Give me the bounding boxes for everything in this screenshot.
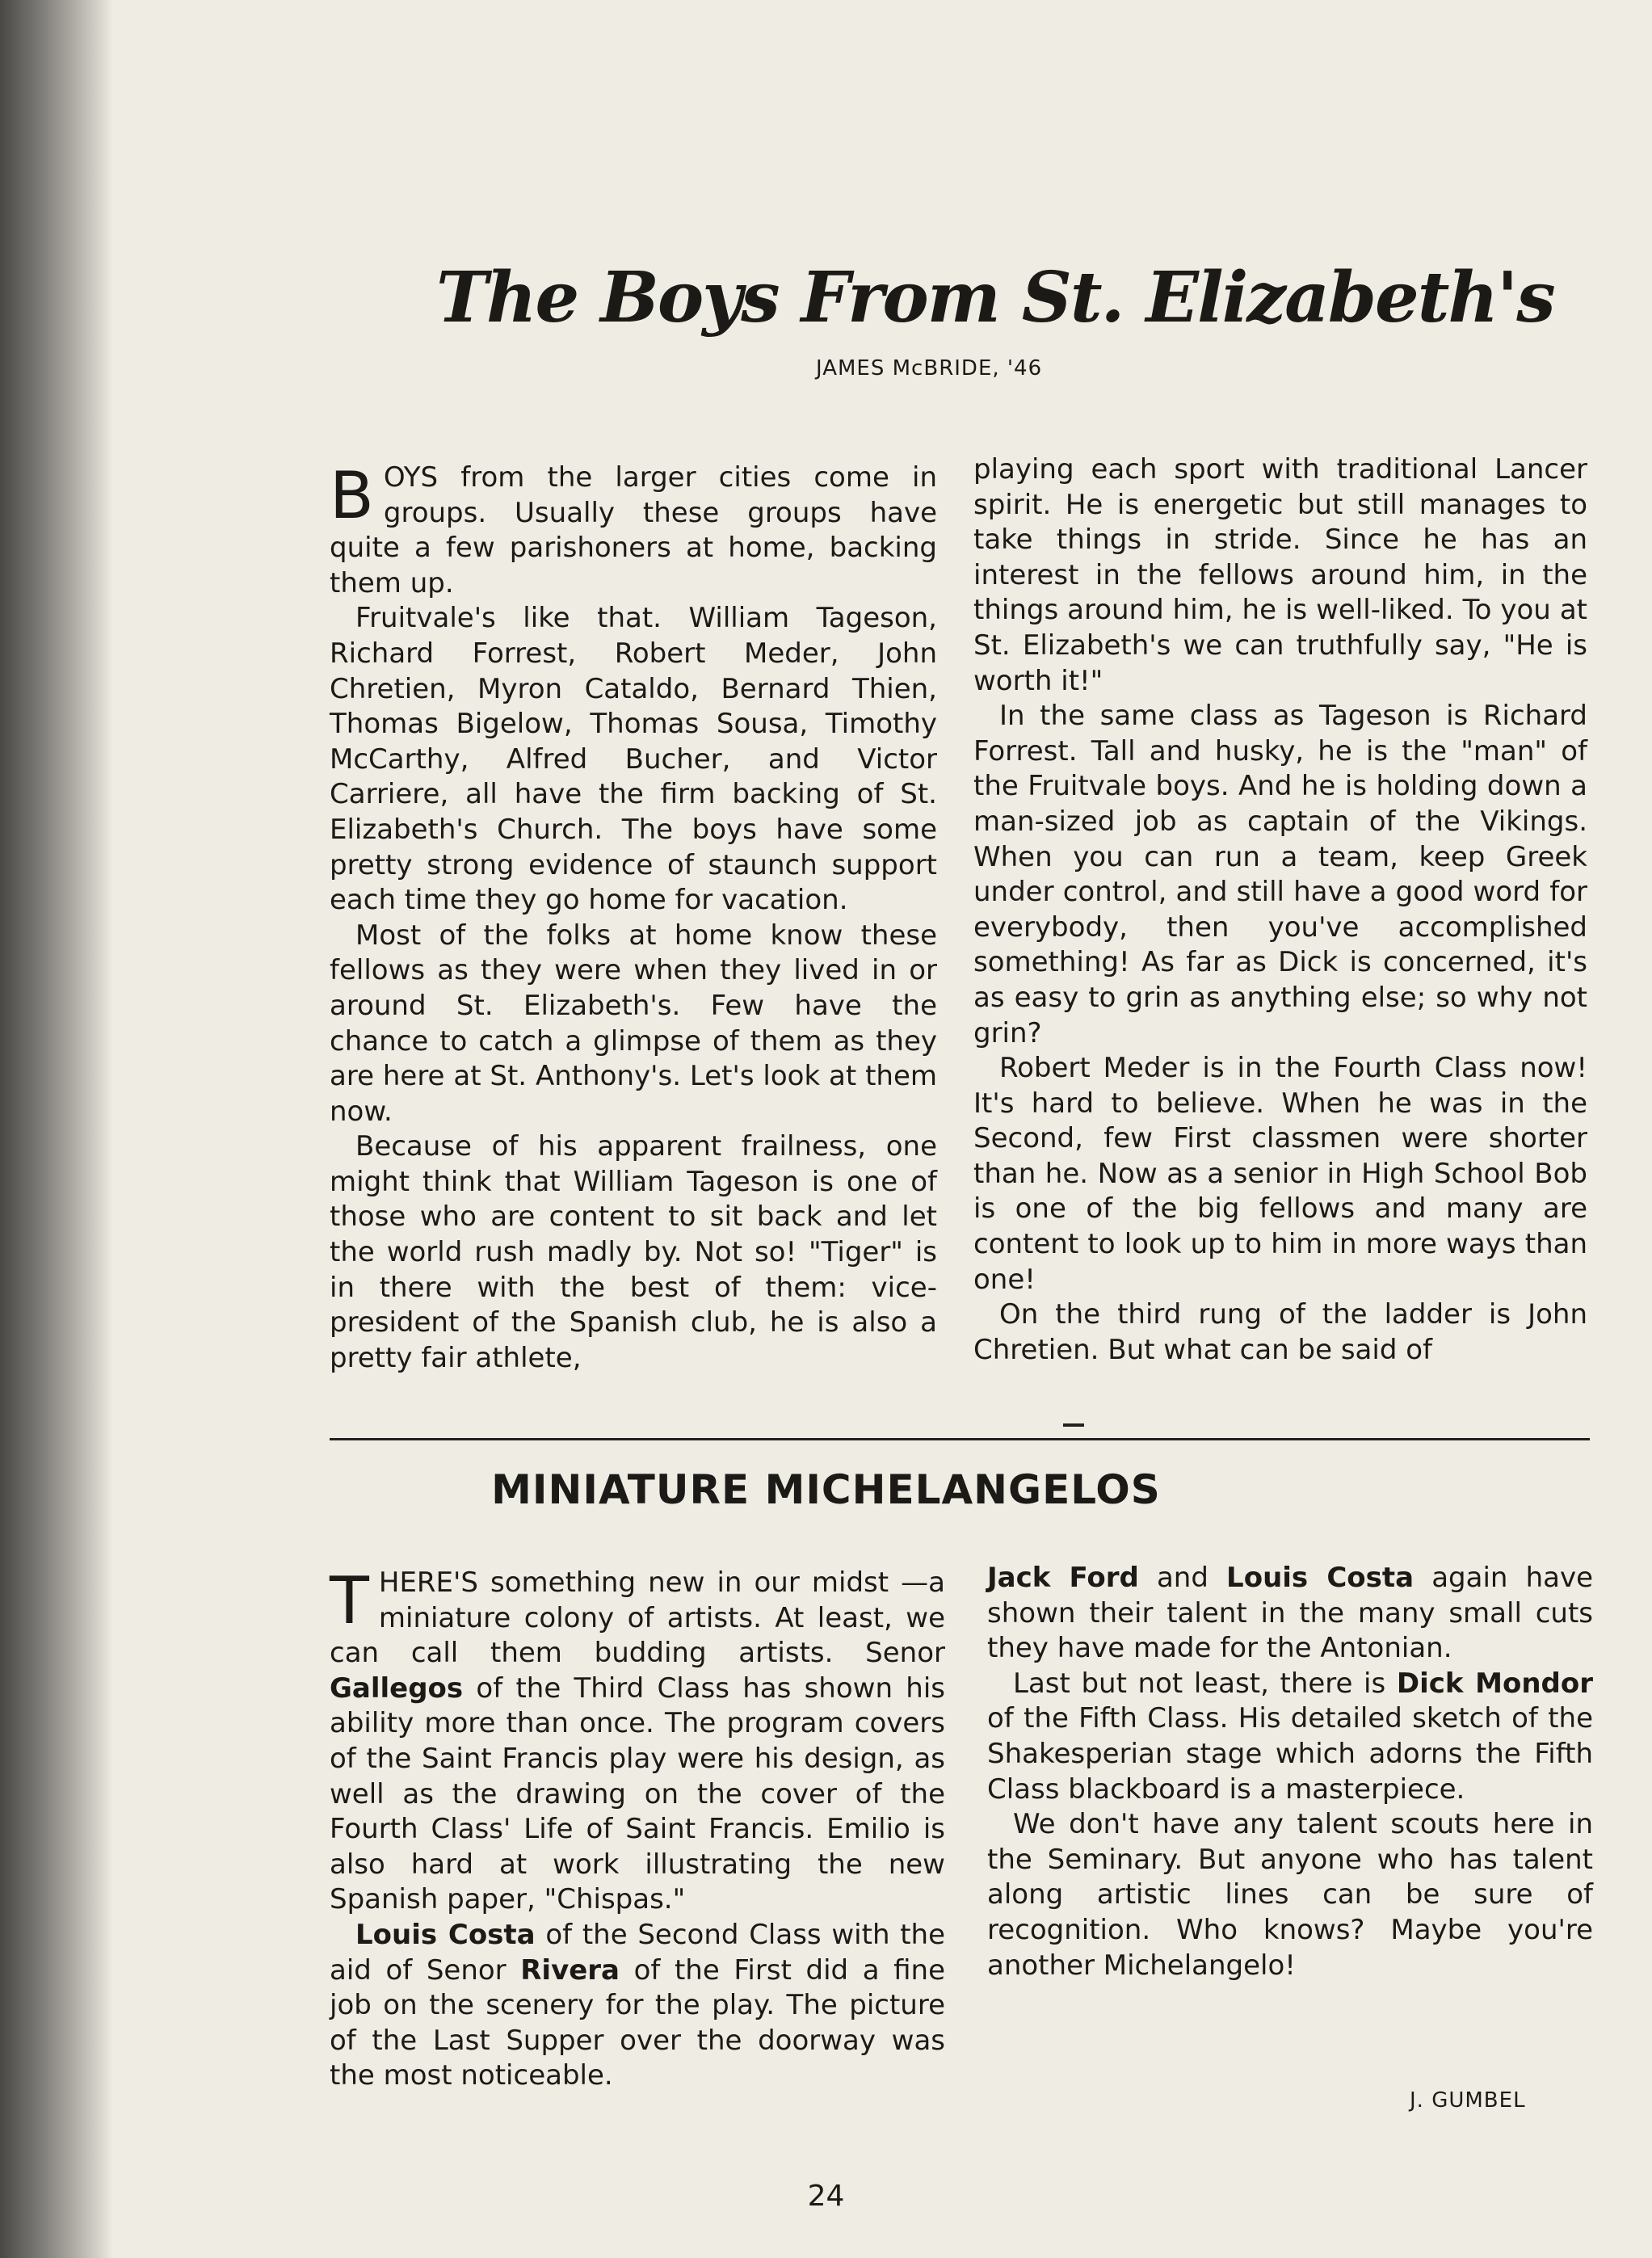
article-byline: JAMES McBRIDE, '46	[816, 356, 1043, 381]
article2-column-right	[987, 1561, 1593, 1983]
article1-column-right	[973, 452, 1587, 1368]
paragraph: Because of his apparent frailness, one might think that William Tageson is one of those who are content to sit back and let the world rush madly by. Not so! "Tiger" is in there with the best of them: vice-president of the Spanish club, he is also a pretty fair athlete,	[330, 1130, 937, 1374]
artist-name: Louis Costa	[1226, 1562, 1414, 1594]
paragraph: In the same class as Tageson is Richard Forrest. Tall and husky, he is the "man" of the Fruitvale boys. And he is holding down a man-sized job as captain of the Vikings. When you can run a team, keep Greek under control, and still have a good word for everybody, then you've accomplished something! As far as Dick is concerned, it's as easy to grin as anything else; so why not grin?	[973, 700, 1587, 1049]
paragraph: On the third rung of the ladder is John Chretien. But what can be said of	[973, 1298, 1587, 1366]
artist-name: Louis Costa	[355, 1918, 536, 1951]
drop-cap: T	[330, 1563, 369, 1638]
artist-name: Jack Ford	[987, 1562, 1139, 1594]
paragraph: BOYS from the larger cities come in groups. Usually these groups have quite a few parishoners at home, backing them up.	[330, 458, 937, 599]
article-title: The Boys From St. Elizabeth's	[436, 257, 1554, 338]
section-heading: MINIATURE MICHELANGELOS	[491, 1466, 1161, 1513]
section-divider	[330, 1438, 1590, 1440]
page-number: 24	[807, 2180, 845, 2213]
paragraph: We don't have any talent scouts here in the Seminary. But anyone who has talent along artistic lines can be sure of recognition. Who knows? Maybe you're another Michelangelo!	[987, 1808, 1593, 1982]
paragraph: THERE'S something new in our midst —a miniature colony of artists. At least, we can call them budding artists. Senor Gallegos of the Third Class has shown his ability more than once. The program covers of the Saint Francis play were his design, as well as the drawing on the cover of the Fourth Class' Life of Saint Francis. Emilio is also hard at work illustrating the new Spanish paper, "Chispas."	[330, 1563, 945, 1916]
paragraph: Fruitvale's like that. William Tageson, Richard Forrest, Robert Meder, John Chretien, Myron Cataldo, Bernard Thien, Thomas Bigelow, Thomas Sousa, Timothy McCarthy, Alfred Bucher, and Victor Carriere, all have the firm backing of St. Elizabeth's Church. The boys have some pretty strong evidence of staunch support each time they go home for vacation.	[330, 602, 937, 917]
article1-column-left	[330, 460, 937, 1376]
rule-mark	[1063, 1423, 1084, 1427]
artist-name: Gallegos	[330, 1671, 464, 1705]
book-binding-shadow	[0, 0, 113, 2258]
paragraph: playing each sport with traditional Lancer spirit. He is energetic but still manages to take things in stride. Since he has an interest in the fellows around him, in the things around him, he is well-liked. To you at St. Elizabeth's we can truthfully say, "He is worth it!"	[973, 453, 1587, 697]
paragraph: Most of the folks at home know these fellows as they were when they lived in or around St. Elizabeth's. Few have the chance to catch a glimpse of them as they are here at St. Anthony's. Let's look at them now.	[330, 919, 937, 1128]
artist-name: Rivera	[520, 1953, 620, 1987]
paragraph: Louis Costa of the Second Class with the aid of Senor Rivera of the First did a fine job on the scenery for the play. The picture of the Last Supper over the doorway was the most noticeable.	[330, 1918, 946, 2092]
paragraph: Robert Meder is in the Fourth Class now! It's hard to believe. When he was in the Second, few First classmen were shorter than he. Now as a senior in High School Bob is one of the big fellows and many are content to look up to him in more ways than one!	[973, 1052, 1587, 1296]
drop-cap: B	[330, 458, 374, 533]
paragraph: Jack Ford and Louis Costa again have shown their talent in the many small cuts they have made for the Antonian.	[987, 1562, 1593, 1665]
paragraph: Last but not least, there is Dick Mondor of the Fifth Class. His detailed sketch of the Shakesperian stage which adorns the Fifth Class blackboard is a masterpiece.	[987, 1667, 1593, 1806]
article-signature: J. GUMBEL	[1410, 2088, 1526, 2113]
article2-column-left	[330, 1563, 946, 2094]
artist-name: Dick Mondor	[1396, 1667, 1593, 1700]
